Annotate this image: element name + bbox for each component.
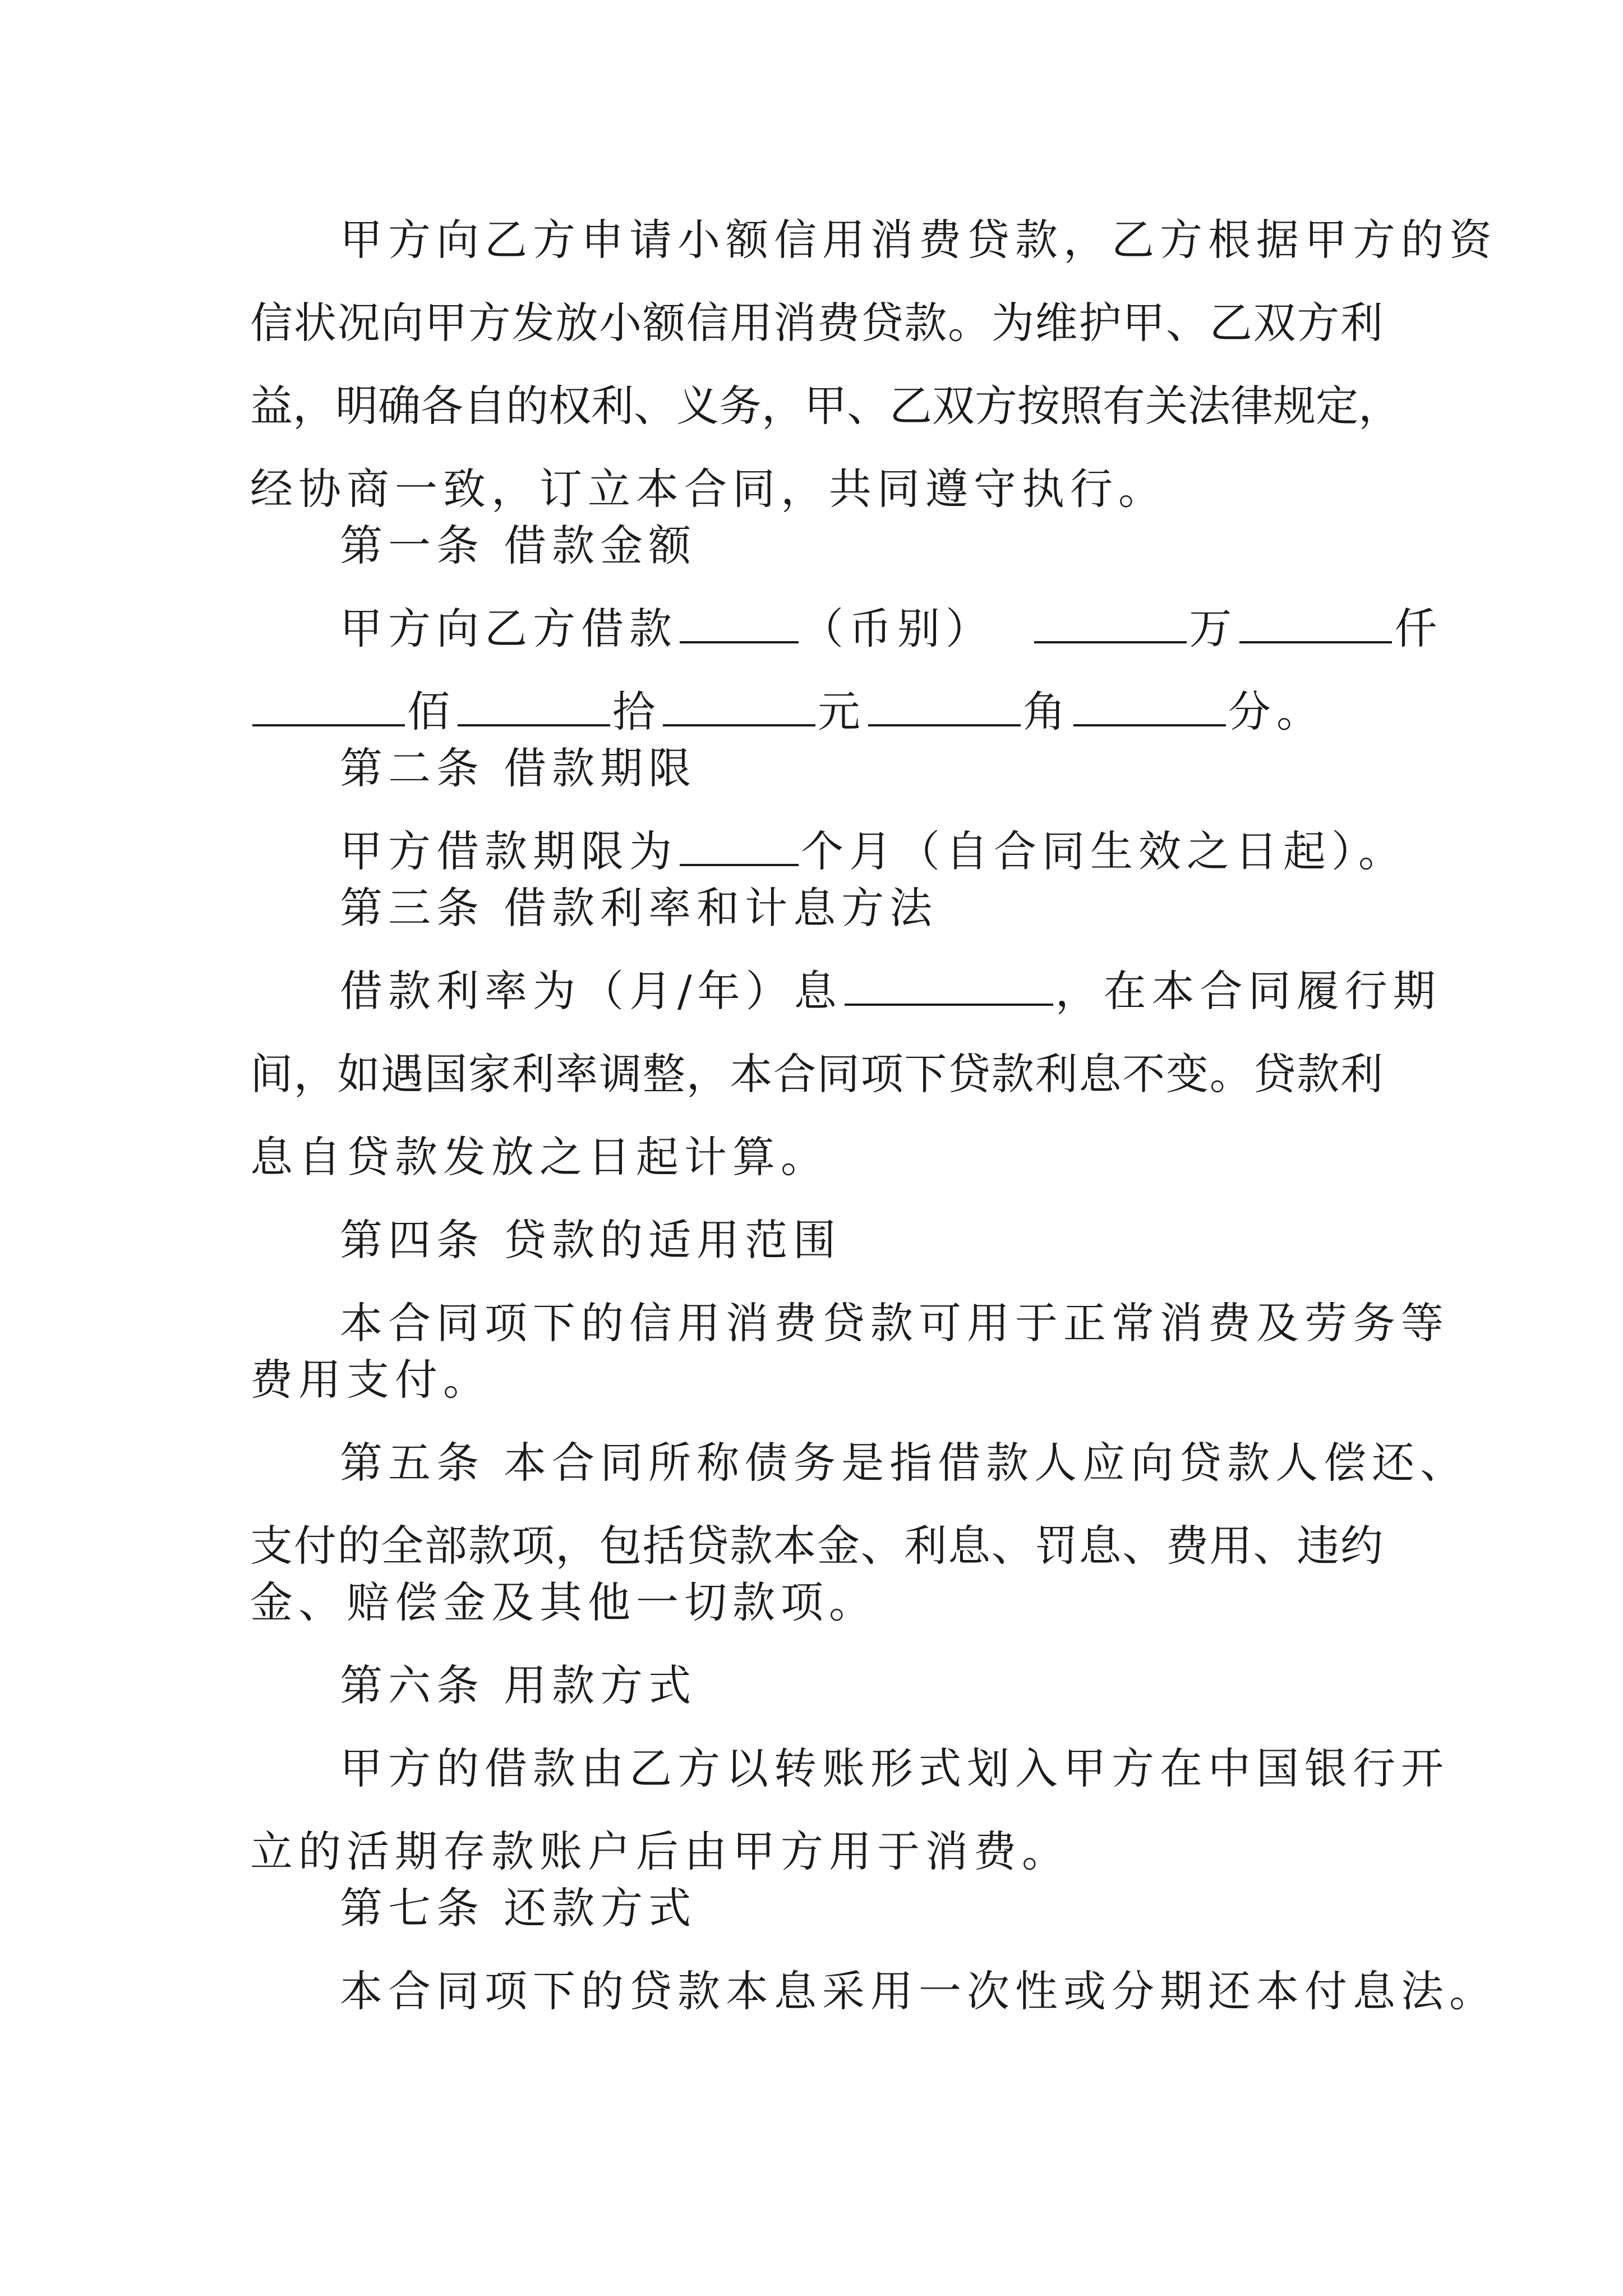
currency-blank bbox=[680, 605, 799, 643]
qian-blank bbox=[1239, 605, 1392, 643]
wan-blank bbox=[1034, 605, 1187, 643]
paragraph-line: 本合同项下的信用消费贷款可用于正常消费及劳务等 bbox=[340, 1298, 1449, 1348]
paragraph-line: 信状况向甲方发放小额信用消费贷款。为维护甲、乙双方利 bbox=[250, 298, 1383, 348]
amount-line bbox=[340, 601, 1442, 657]
term-months-blank bbox=[680, 828, 799, 866]
rate-line bbox=[340, 963, 1441, 1019]
article-heading: 第四条 贷款的适用范围 bbox=[340, 1215, 842, 1265]
shi-label: 拾 bbox=[612, 687, 661, 737]
jiao-blank bbox=[868, 688, 1021, 726]
paragraph-line: 费用支付。 bbox=[250, 1355, 491, 1405]
term-line bbox=[340, 823, 1407, 880]
article-heading: 第一条 借款金额 bbox=[340, 521, 697, 570]
qian-label: 仟 bbox=[1394, 604, 1443, 654]
paragraph-line: 甲方的借款由乙方以转账形式划入甲方在中国银行开 bbox=[340, 1743, 1449, 1793]
term-prefix: 甲方借款期限为 bbox=[340, 826, 677, 876]
article-heading: 第七条 还款方式 bbox=[340, 1883, 697, 1933]
amount-line-continued bbox=[250, 684, 1325, 740]
rate-blank bbox=[845, 968, 1053, 1006]
amount-prefix: 甲方向乙方借款 bbox=[340, 604, 677, 654]
paragraph-line: 益，明确各自的权利、义务，甲、乙双方按照有关法律规定， bbox=[250, 381, 1401, 431]
article-heading: 第三条 借款利率和计息方法 bbox=[340, 883, 938, 933]
bai-label: 佰 bbox=[407, 687, 455, 737]
fen-blank bbox=[1073, 688, 1226, 726]
bai-blank bbox=[252, 688, 405, 726]
article-heading: 第五条 本合同所称债务是指借款人应向贷款人偿还、 bbox=[340, 1438, 1469, 1488]
rate-prefix: 借款利率为（月/年）息 bbox=[340, 966, 842, 1016]
fen-label: 分。 bbox=[1228, 687, 1325, 737]
paragraph-line: 息自贷款发放之日起计算。 bbox=[250, 1132, 829, 1182]
paragraph-line: 金、赔偿金及其他一切款项。 bbox=[250, 1577, 877, 1627]
paragraph-line: 立的活期存款账户后由甲方用于消费。 bbox=[250, 1826, 1070, 1876]
rate-suffix: ，在本合同履行期 bbox=[1055, 966, 1441, 1016]
wan-label: 万 bbox=[1189, 604, 1238, 654]
jiao-label: 角 bbox=[1023, 687, 1071, 737]
paragraph-line: 支付的全部款项，包括贷款本金、利息、罚息、费用、违约 bbox=[250, 1521, 1383, 1571]
shi-blank bbox=[458, 688, 610, 726]
term-suffix: 个月（自合同生效之日起）。 bbox=[801, 826, 1407, 876]
article-heading: 第六条 用款方式 bbox=[340, 1660, 697, 1710]
article-heading: 第二条 借款期限 bbox=[340, 743, 697, 793]
paragraph-line: 间，如遇国家利率调整，本合同项下贷款利息不变。贷款利 bbox=[250, 1049, 1383, 1099]
yuan-label: 元 bbox=[818, 687, 866, 737]
paragraph-line: 本合同项下的贷款本息采用一次性或分期还本付息法。 bbox=[340, 1966, 1497, 2016]
paragraph-line: 甲方向乙方申请小额信用消费贷款，乙方根据甲方的资 bbox=[340, 215, 1497, 265]
currency-label: （币别） bbox=[801, 604, 994, 654]
yuan-blank bbox=[663, 688, 815, 726]
paragraph-line: 经协商一致，订立本合同，共同遵守执行。 bbox=[250, 464, 1166, 514]
